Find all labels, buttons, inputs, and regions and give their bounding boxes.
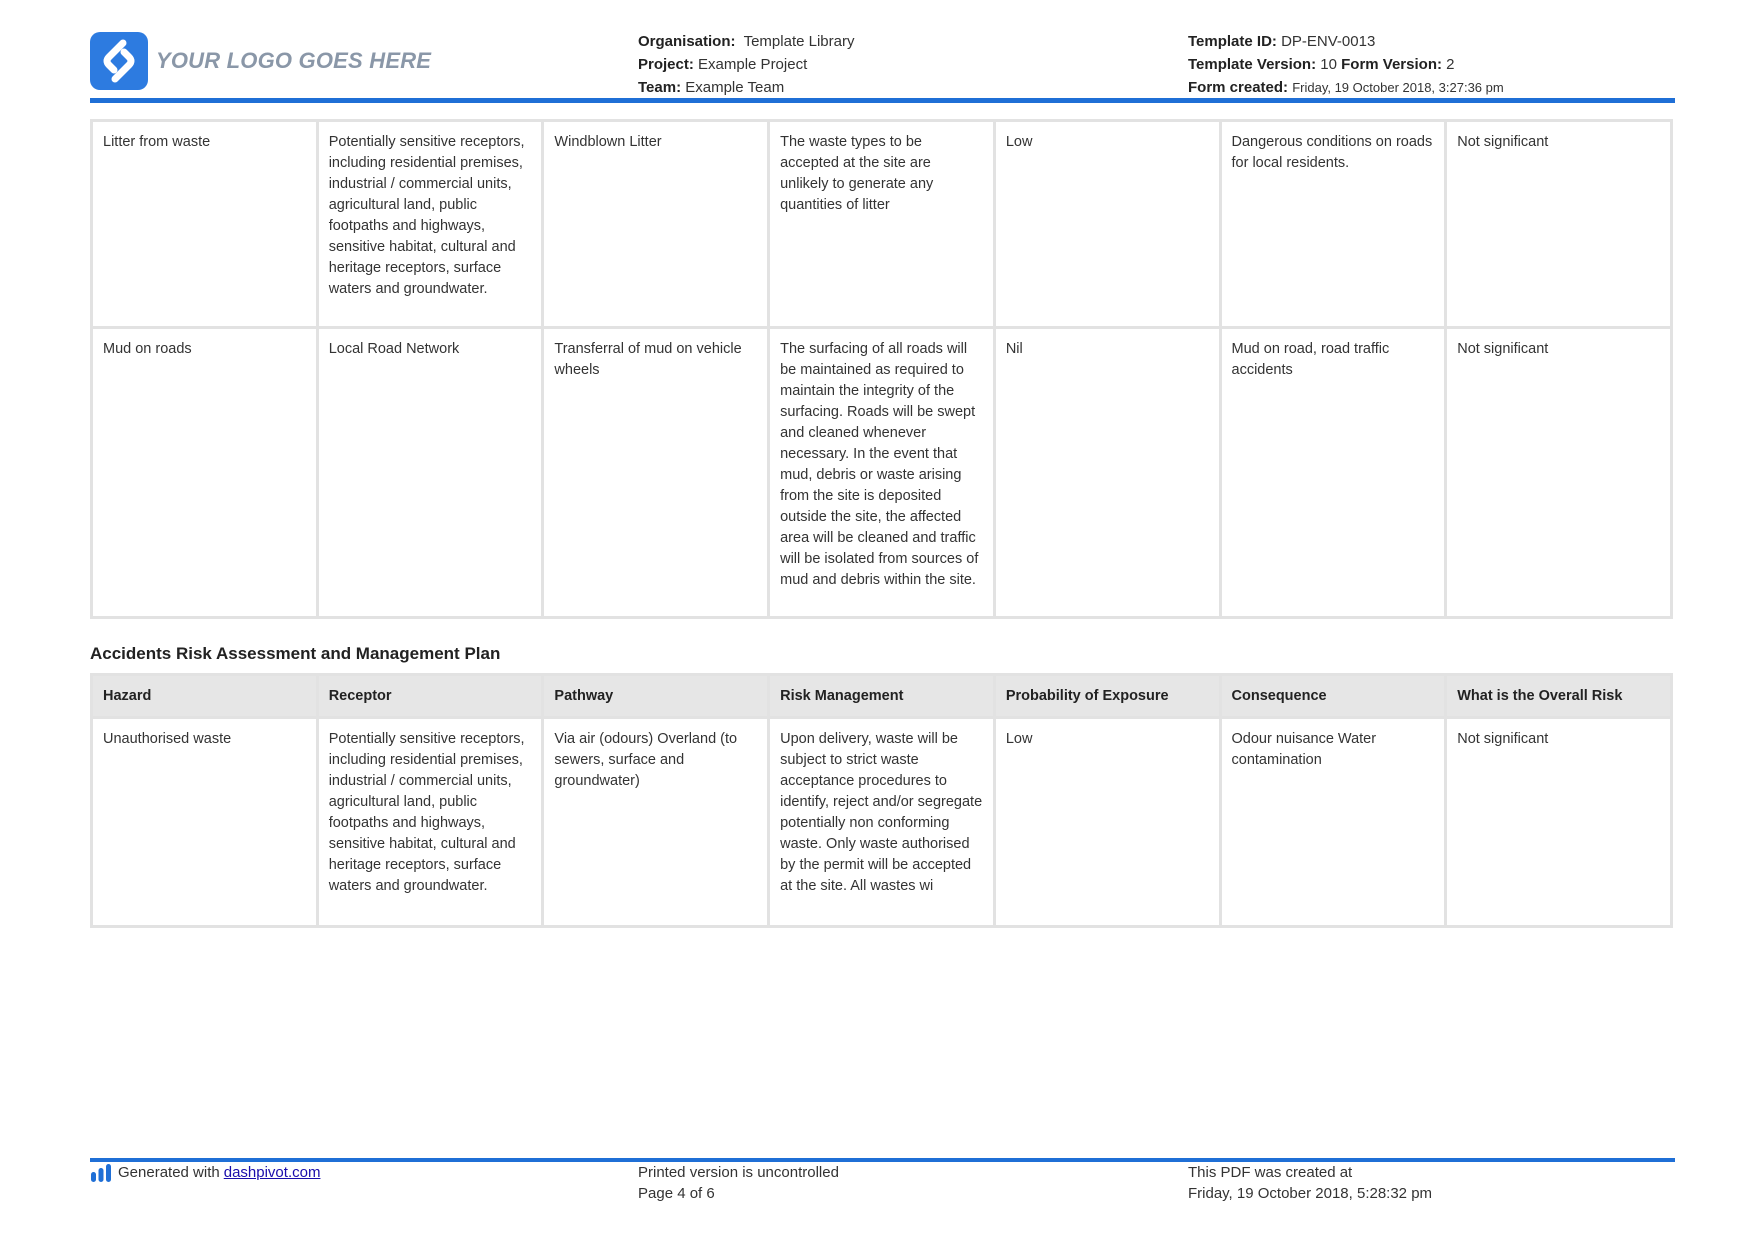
table-cell: The surfacing of all roads will be maintained as required to maintain the integrity of the surfacing. Roads will be swept and cleaned whenever necessary. In the event that mud, debris or waste arising from the site is deposited outside the site, the affected area will be cleaned and traffic will be isolated from sources of mud and debris within the site. (770, 329, 993, 616)
organisation-line (638, 30, 854, 53)
template-id-label: Template ID: (1188, 33, 1277, 50)
table-cell: Local Road Network (319, 329, 542, 616)
team-line (638, 76, 854, 99)
table-cell: Windblown Litter (544, 122, 767, 326)
logo (90, 32, 431, 90)
print-notice (638, 1162, 839, 1204)
logo-text: YOUR LOGO GOES HERE (156, 48, 432, 73)
table-cell: Via air (odours) Overland (to sewers, surface and groundwater) (544, 719, 767, 925)
version-line (1188, 53, 1504, 76)
risk-table-continued (90, 119, 1673, 619)
table-cell: Transferral of mud on vehicle wheels (544, 329, 767, 616)
page-number: Page 4 of 6 (638, 1185, 715, 1202)
table-cell: Odour nuisance Water contamination (1222, 719, 1445, 925)
table-row (93, 329, 1670, 616)
table-row (93, 122, 1670, 326)
form-created-label: Form created: (1188, 79, 1289, 96)
table-header-row (93, 676, 1670, 716)
project-meta (638, 30, 854, 99)
column-header: Probability of Exposure (996, 676, 1219, 716)
dashpivot-bars-icon (90, 1164, 112, 1182)
form-version-label: Form Version: (1341, 56, 1442, 73)
page-header (90, 28, 1675, 100)
table-cell: Potentially sensitive receptors, including residential premises, industrial / commercial units, agricultural land, public footpaths and highways, sensitive habitat, cultural and heritage receptors, surface waters and groundwater. (319, 122, 542, 326)
table-cell: Not significant (1447, 719, 1670, 925)
project-label: Project: (638, 56, 694, 73)
table-row (93, 719, 1670, 925)
table-cell: Not significant (1447, 329, 1670, 616)
column-header: Risk Management (770, 676, 993, 716)
table-cell: The waste types to be accepted at the site are unlikely to generate any quantities of litter (770, 122, 993, 326)
organisation-label: Organisation: (638, 33, 736, 50)
form-created-line (1188, 76, 1504, 99)
team-value: Example Team (685, 79, 785, 96)
table-cell: Mud on roads (93, 329, 316, 616)
table-cell: Upon delivery, waste will be subject to strict waste acceptance procedures to identify, reject and/or segregate potentially non conforming waste. Only waste authorised by the permit will be accepted at the site. All wastes wi (770, 719, 993, 925)
pdf-created-label: This PDF was created at (1188, 1164, 1353, 1181)
table-cell: Low (996, 719, 1219, 925)
pdf-created (1188, 1162, 1432, 1204)
table-cell: Potentially sensitive receptors, including residential premises, industrial / commercial units, agricultural land, public footpaths and highways, sensitive habitat, cultural and heritage receptors, surface waters and groundwater. (319, 719, 542, 925)
column-header: What is the Overall Risk (1447, 676, 1670, 716)
project-line (638, 53, 854, 76)
footer-divider (90, 1158, 1675, 1162)
pdf-created-value: Friday, 19 October 2018, 5:28:32 pm (1188, 1185, 1433, 1202)
uncontrolled-notice: Printed version is uncontrolled (638, 1164, 839, 1181)
column-header: Pathway (544, 676, 767, 716)
table-cell: Mud on road, road traffic accidents (1222, 329, 1445, 616)
dashpivot-link[interactable]: dashpivot.com (223, 1164, 321, 1181)
generated-prefix: Generated with (118, 1164, 220, 1181)
table-cell: Unauthorised waste (93, 719, 316, 925)
table-cell: Low (996, 122, 1219, 326)
template-id-value: DP-ENV-0013 (1281, 33, 1376, 50)
accidents-risk-table (90, 673, 1673, 928)
table-cell: Litter from waste (93, 122, 316, 326)
form-created-value: Friday, 19 October 2018, 3:27:36 pm (1292, 80, 1504, 95)
table-cell: Not significant (1447, 122, 1670, 326)
section-title: Accidents Risk Assessment and Management Plan (90, 644, 501, 663)
column-header: Receptor (319, 676, 542, 716)
form-version-value: 2 (1446, 56, 1455, 73)
template-meta (1188, 30, 1504, 99)
logo-s-icon (90, 32, 148, 90)
project-value: Example Project (698, 56, 808, 73)
header-divider (90, 98, 1675, 103)
team-label: Team: (638, 79, 682, 96)
column-header: Hazard (93, 676, 316, 716)
template-version-label: Template Version: (1188, 56, 1317, 73)
organisation-value: Template Library (743, 33, 855, 50)
table-cell: Nil (996, 329, 1219, 616)
generated-with (90, 1162, 320, 1183)
template-id-line (1188, 30, 1504, 53)
table-cell: Dangerous conditions on roads for local residents. (1222, 122, 1445, 326)
column-header: Consequence (1222, 676, 1445, 716)
template-version-value: 10 (1320, 56, 1337, 73)
